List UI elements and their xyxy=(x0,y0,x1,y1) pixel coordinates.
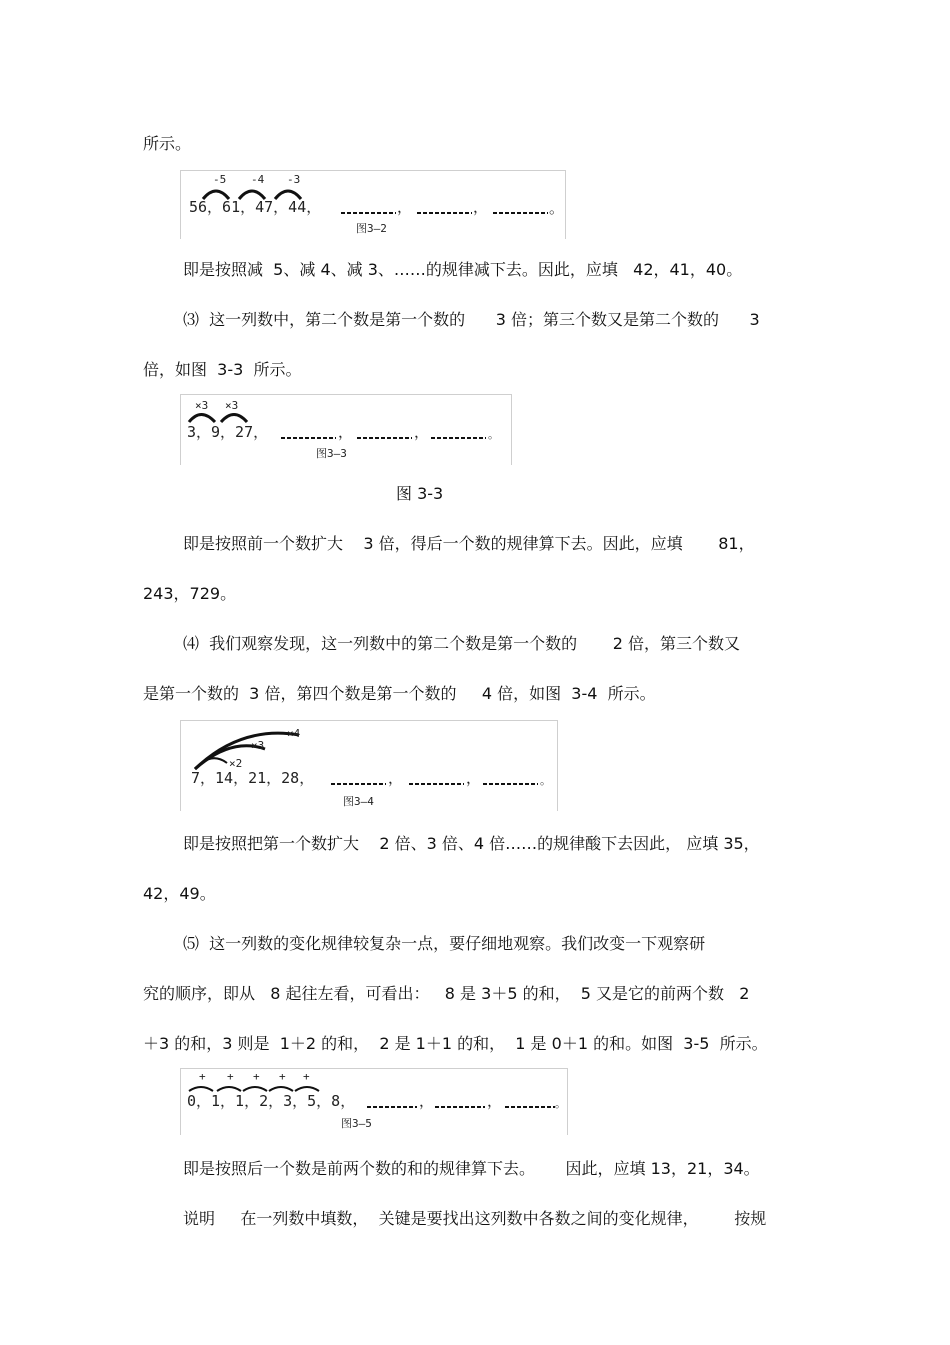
op-label: + xyxy=(199,1070,206,1083)
figure-title: 图 3-3 xyxy=(396,484,444,503)
figure-caption: 图3—5 xyxy=(341,1117,372,1130)
op-label: ×3 xyxy=(195,399,209,412)
arrow-arc xyxy=(243,1087,267,1091)
text-line-11: 42，49。 xyxy=(143,884,216,903)
svg-text:。: 。 xyxy=(540,774,551,787)
figure-caption: 图3—4 xyxy=(343,795,374,808)
svg-text:，: ， xyxy=(397,198,413,216)
op-label: ×3 xyxy=(225,399,239,412)
text-line-1: 所示。 xyxy=(143,134,192,153)
text-line-9: 是第一个数的 3 倍，第四个数是第一个数的 4 倍，如图 3-4 所示。 xyxy=(143,684,656,703)
svg-text:，: ， xyxy=(338,423,354,441)
text-line-3: ⑶ 这一列数中，第二个数是第一个数的 3 倍；第三个数又是第二个数的 3 xyxy=(183,310,760,329)
figure-caption: 图3—3 xyxy=(316,447,347,460)
arrow-arc xyxy=(195,758,227,769)
figure-3-5 xyxy=(180,1068,568,1135)
svg-text:。: 。 xyxy=(555,1097,566,1110)
number-sequence: 56，61，47，44， xyxy=(189,198,322,216)
svg-text:，: ， xyxy=(473,198,489,216)
text-line-6: 即是按照前一个数扩大 3 倍，得后一个数的规律算下去。因此，应填 81， xyxy=(183,534,755,553)
text-line-15: 即是按照后一个数是前两个数的和的规律算下去。 因此，应填 13，21，34。 xyxy=(183,1159,760,1178)
arrow-arc xyxy=(217,1087,241,1091)
arrow-arc xyxy=(195,733,299,769)
text-line-10: 即是按照把第一个数扩大 2 倍、3 倍、4 倍……的规律酸下去因此， 应填 35， xyxy=(183,834,760,853)
text-line-4: 倍，如图 3-3 所示。 xyxy=(143,360,302,379)
arrow-arc xyxy=(189,415,215,423)
op-label: ×4 xyxy=(287,727,301,740)
number-sequence: 3，9，27， xyxy=(187,423,269,441)
op-label: -3 xyxy=(287,173,301,186)
text-line-12: ⑸ 这一列数的变化规律较复杂一点，要仔细地观察。我们改变一下观察研 xyxy=(183,934,706,953)
op-label: ×3 xyxy=(251,739,265,752)
svg-text:，: ， xyxy=(414,423,430,441)
svg-text:，: ， xyxy=(466,769,482,787)
op-label: + xyxy=(227,1070,234,1083)
svg-text:。: 。 xyxy=(488,428,499,441)
figure-caption: 图3—2 xyxy=(356,222,387,235)
op-label: -4 xyxy=(251,173,265,186)
number-sequence: 7，14，21，28， xyxy=(191,769,315,787)
svg-text:。: 。 xyxy=(549,199,565,217)
text-line-8: ⑷ 我们观察发现，这一列数中的第二个数是第一个数的 2 倍，第三个数又 xyxy=(183,634,741,653)
text-line-7: 243，729。 xyxy=(143,584,237,603)
op-label: -5 xyxy=(213,173,227,186)
op-label: ×2 xyxy=(229,757,243,770)
figure-3-2 xyxy=(180,170,566,239)
arrow-arc xyxy=(189,1087,213,1091)
text-line-14: ＋3 的和，3 则是 1＋2 的和， 2 是 1＋1 的和， 1 是 0＋1 的和。如图 3-5 所示。 xyxy=(143,1034,768,1053)
svg-text:，: ， xyxy=(487,1092,503,1110)
arrow-arc xyxy=(269,1087,293,1091)
arrow-arc xyxy=(295,1087,319,1091)
number-sequence: 0，1，1，2，3，5，8， xyxy=(187,1092,356,1110)
text-line-13: 究的顺序，即从 8 起往左看，可看出： 8 是 3＋5 的和， 5 又是它的前两个数 2 xyxy=(143,984,750,1003)
op-label: + xyxy=(303,1070,310,1083)
svg-text:，: ， xyxy=(419,1092,435,1110)
text-line-2: 即是按照减 5、减 4、减 3、……的规律减下去。因此，应填 42，41，40。 xyxy=(183,260,743,279)
op-label: + xyxy=(279,1070,286,1083)
figure-3-3 xyxy=(180,394,512,465)
figure-3-4 xyxy=(180,720,558,811)
text-line-16: 说明 在一列数中填数， 关键是要找出这列数中各数之间的变化规律， 按规 xyxy=(183,1209,767,1228)
arrow-arc xyxy=(221,415,247,423)
svg-text:，: ， xyxy=(388,769,404,787)
op-label: + xyxy=(253,1070,260,1083)
